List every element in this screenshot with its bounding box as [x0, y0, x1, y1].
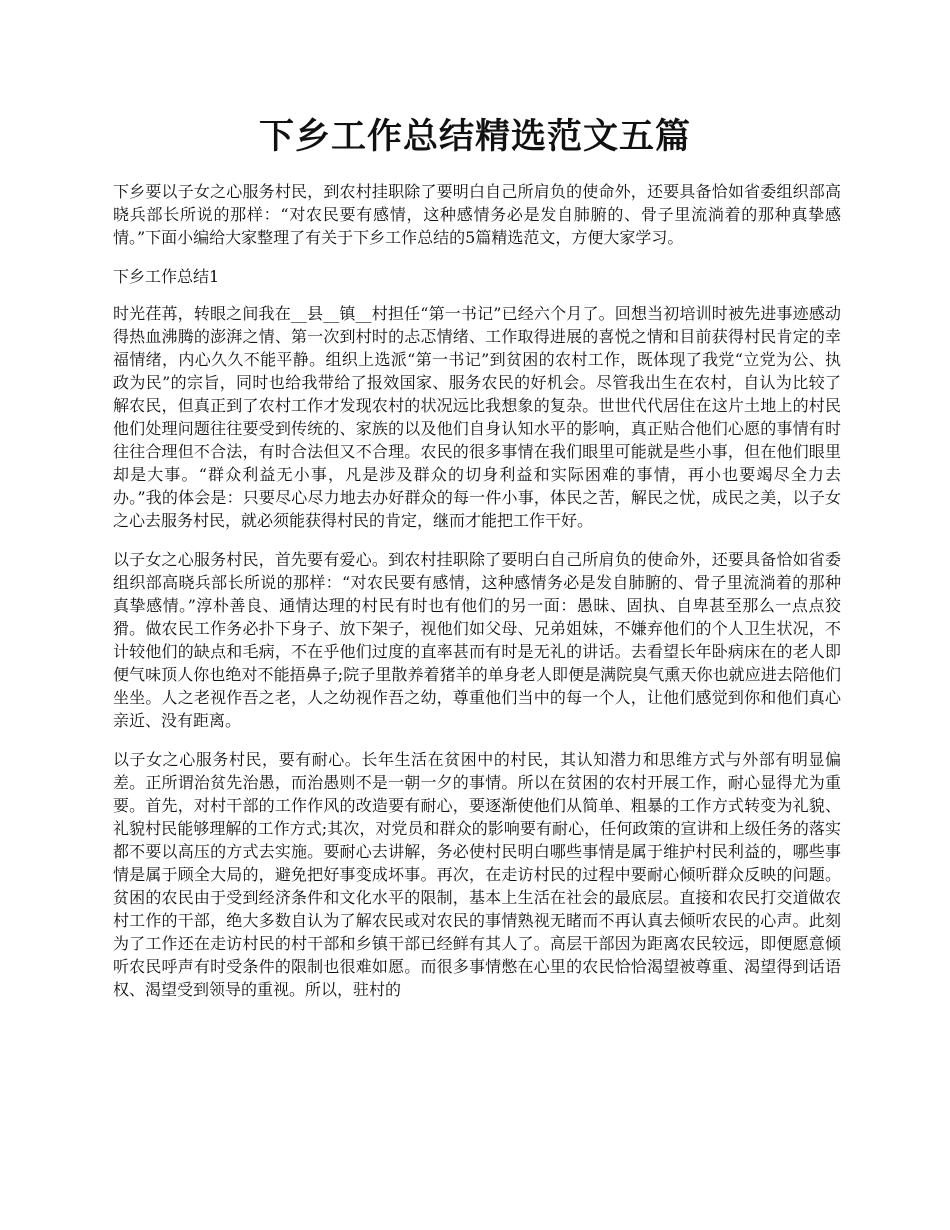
intro-paragraph: 下乡要以子女之心服务村民，到农村挂职除了要明白自己所肩负的使命外，还要具备恰如省委组织部高晓兵部长所说的那样：“对农民要有感情，这种感情务必是发自肺腑的、骨子里流淌着的那种真挚感情。”下面小编给大家整理了有关于下乡工作总结的5篇精选范文，方便大家学习。	[113, 182, 841, 247]
document-body	[113, 180, 841, 1017]
document-title: 下乡工作总结精选范文五篇	[258, 116, 691, 157]
body-paragraph: 以子女之心服务村民，要有耐心。长年生活在贫困中的村民，其认知潜力和思维方式与外部有明显偏差。正所谓治贫先治愚，而治愚则不是一朝一夕的事情。所以在贫困的农村开展工作，耐心显得尤为重要。首先，对村干部的工作作风的改造要有耐心，要逐渐使他们从简单、粗暴的工作方式转变为礼貌、礼貌村民能够理解的工作方式;其次，对党员和群众的影响要有耐心，任何政策的宣讲和上级任务的落实都不要以高压的方式去实施。要耐心去讲解，务必使村民明白哪些事情是属于维护村民利益的，哪些事情是属于顾全大局的，避免把好事变成坏事。再次，在走访村民的过程中要耐心倾听群众反映的问题。贫困的农民由于受到经济条件和文化水平的限制，基本上生活在社会的最底层。直接和农民打交道做农村工作的干部，绝大多数自认为了解农民或对农民的事情熟视无睹而不再认真去倾听农民的心声。此刻为了工作还在走访村民的村干部和乡镇干部已经鲜有其人了。高层干部因为距离农民较远，即便愿意倾听农民呼声有时受条件的限制也很难如愿。而很多事情憋在心里的农民恰恰渴望被尊重、渴望得到话语权、渴望受到领导的重视。所以，驻村的	[113, 750, 841, 999]
body-paragraph: 时光荏苒，转眼之间我在__县__镇__村担任“第一书记”已经六个月了。回想当初培训时被先进事迹感动得热血沸腾的澎湃之情、第一次到村时的忐忑情绪、工作取得进展的喜悦之情和目前获得村民肯定的幸福情绪，内心久久不能平静。组织上选派“第一书记”到贫困的农村工作，既体现了我党“立党为公、执政为民”的宗旨，同时也给我带给了报效国家、服务农民的好机会。尽管我出生在农村，自认为比较了解农民，但真正到了农村工作才发现农村的状况远比我想象的复杂。世世代代居住在这片土地上的村民他们处理问题往往要受到传统的、家族的以及他们自身认知水平的影响，真正贴合他们心愿的事情有时往往合理但不合法，有时合法但又不合理。农民的很多事情在我们眼里可能就是些小事，但在他们眼里却是大事。“群众利益无小事，凡是涉及群众的切身利益和实际困难的事情，再小也要竭尽全力去办。”我的体会是：只要尽心尽力地去办好群众的每一件小事，体民之苦，解民之忧，成民之美，以子女之心去服务村民，就必须能获得村民的肯定，继而才能把工作干好。	[113, 304, 841, 530]
body-paragraph: 以子女之心服务村民，首先要有爱心。到农村挂职除了要明白自己所肩负的使命外，还要具备恰如省委组织部高晓兵部长所说的那样：“对农民要有感情，这种感情务必是发自肺腑的、骨子里流淌着的那种真挚感情。”淳朴善良、通情达理的村民有时也有他们的另一面：愚昧、固执、自卑甚至那么一点点狡猾。做农民工作务必扑下身子、放下架子，视他们如父母、兄弟姐妹，不嫌弃他们的个人卫生状况，不计较他们的缺点和毛病，不在乎他们过度的直率甚而有时是无礼的讲话。去看望长年卧病床在的老人即便气味顶人你也绝对不能捂鼻子;院子里散养着猪羊的单身老人即便是满院臭气熏天你也就应进去陪他们坐坐。人之老视作吾之老，人之幼视作吾之幼，尊重他们当中的每一个人，让他们感觉到你和他们真心亲近、没有距离。	[113, 550, 841, 730]
section-heading: 下乡工作总结1	[113, 267, 220, 286]
